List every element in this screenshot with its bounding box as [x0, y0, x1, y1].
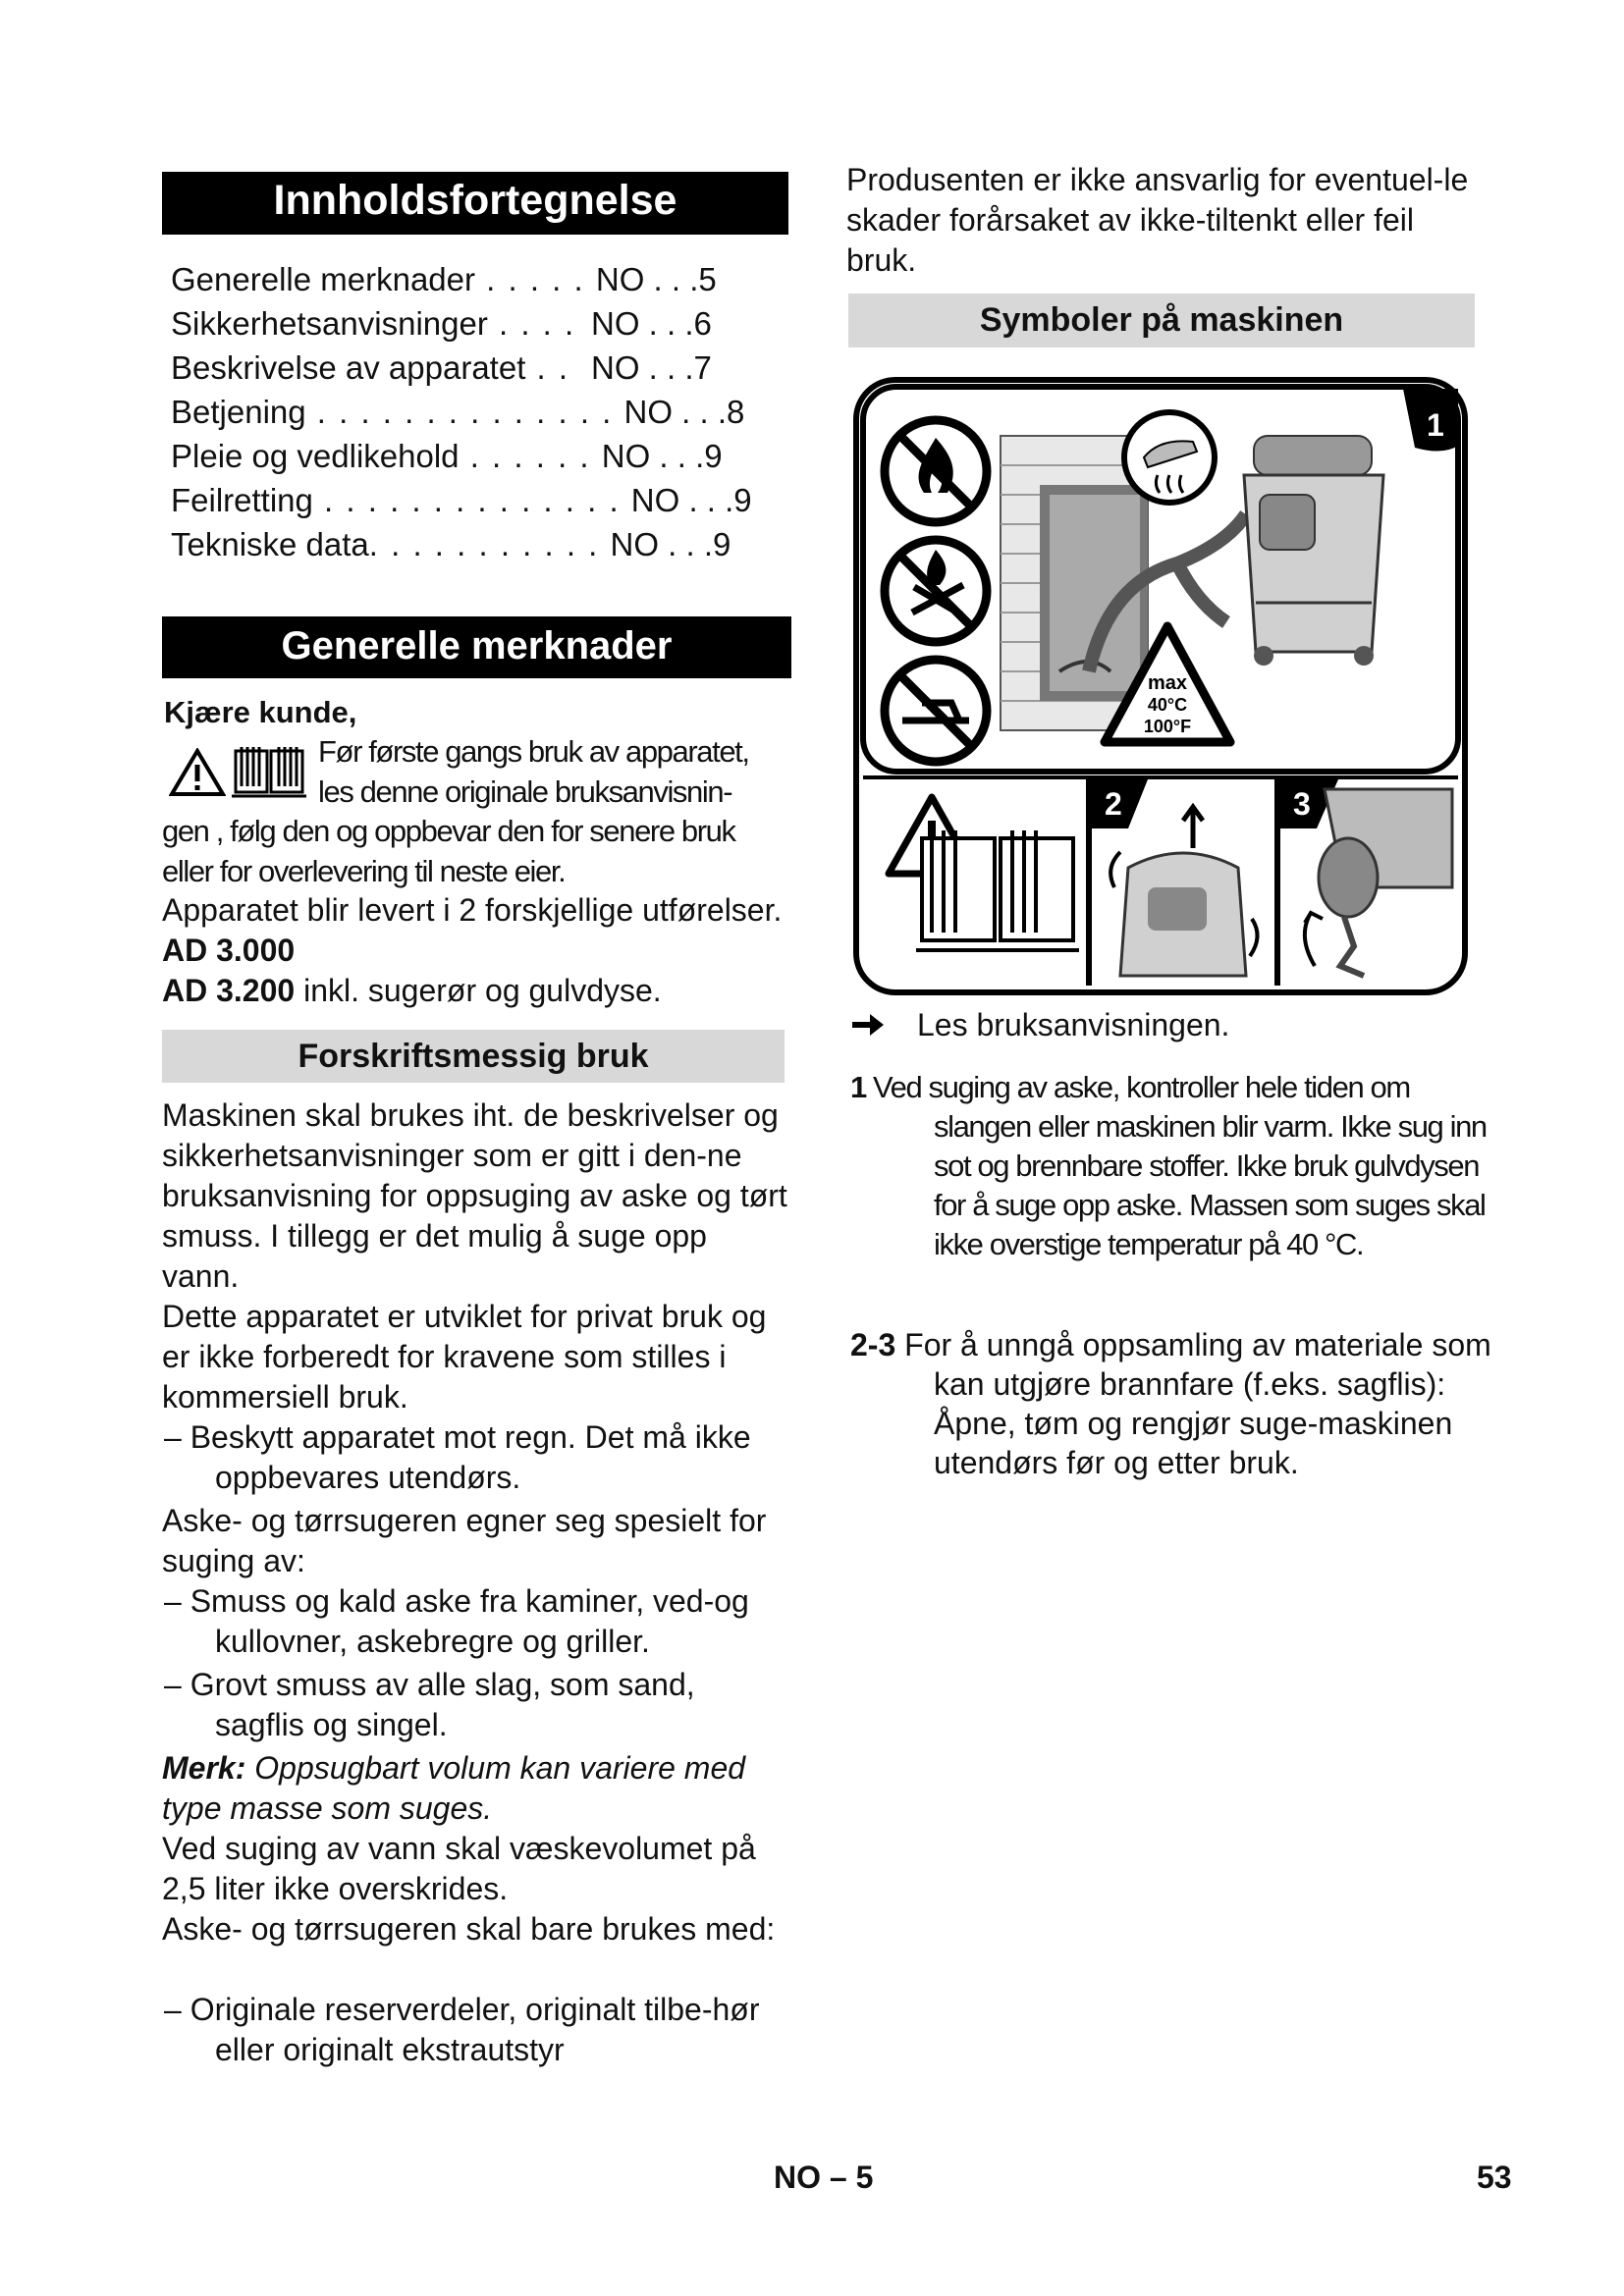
- model-ad3200: [162, 971, 662, 1011]
- proper-use-note: [162, 1748, 790, 1829]
- symbol-item-2-3: [850, 1325, 1503, 1482]
- panel-2-number: 2: [1105, 786, 1122, 822]
- symbol-item-1-number: 1: [850, 1070, 866, 1104]
- no-floor-nozzle-icon: [885, 660, 987, 762]
- toc-entry: [171, 390, 745, 434]
- proper-use-title: Forskriftsmessig bruk: [298, 1038, 649, 1075]
- intro-line1: Før første gangs bruk av apparatet,: [318, 734, 749, 769]
- toc-entry-leader: . . . . . . . . . . . . . .: [305, 394, 624, 430]
- model-ad3200-desc: inkl. sugerør og gulvdyse.: [295, 973, 662, 1008]
- toc-entry: [171, 522, 731, 566]
- toc-entry-page-ref: NO . . .6: [591, 305, 712, 342]
- proper-use-p5: Aske- og tørrsugeren skal bare brukes med:: [162, 1911, 776, 1947]
- proper-use-bullet2: – Smuss og kald aske fra kaminer, ved-og kullovner, askebregre og griller.: [164, 1583, 749, 1659]
- proper-use-bullet4: – Originale reserverdeler, originalt tilbe-hør eller originalt ekstrautstyr: [164, 1992, 760, 2067]
- toc-header: [162, 172, 788, 235]
- toc-entry-leader: . .: [525, 349, 581, 386]
- warning-triangle-icon: [169, 748, 226, 797]
- temp-celsius-label: 40°C: [1147, 695, 1188, 715]
- toc-entry-page-ref: NO . . .7: [591, 349, 712, 386]
- symbols-header: [848, 294, 1475, 347]
- toc-entry: [171, 478, 752, 522]
- toc-entry: [171, 434, 721, 478]
- toc-entry: [171, 257, 721, 301]
- footer-section-label: NO – 5: [774, 2160, 874, 2195]
- temp-max-label: max: [1147, 672, 1188, 694]
- temp-fahrenheit-label: 100°F: [1143, 717, 1192, 736]
- toc-entry-name: Feilretting: [171, 482, 313, 518]
- proper-use-header: [162, 1030, 785, 1083]
- toc-title: Innholdsfortegnelse: [273, 177, 677, 224]
- toc-entry-page-ref: NO . . .9: [610, 526, 731, 562]
- toc-entry-leader: . . . .: [487, 305, 587, 342]
- toc-entry-name: Pleie og vedlikehold: [171, 438, 460, 474]
- toc-entry-leader: . . . . . . . . . . .: [368, 526, 611, 562]
- toc-entry-leader: . . . . . .: [459, 438, 602, 474]
- toc-entry-name: Generelle merknader: [171, 261, 475, 297]
- toc-entry: [171, 301, 721, 346]
- toc-entry-page-ref: NO . . .8: [623, 394, 745, 430]
- table-of-contents: [171, 257, 752, 566]
- toc-entry-name: Sikkerhetsanvisninger: [171, 305, 488, 342]
- note-label: Merk:: [162, 1750, 246, 1786]
- right-arrow-icon: [850, 1011, 886, 1039]
- greeting: Kjære kunde,: [164, 695, 357, 729]
- no-flammable-icon: [885, 420, 987, 522]
- toc-entry-page-ref: NO . . .5: [595, 261, 717, 297]
- proper-use-p4: Ved suging av vann skal væskevolumet på 2,5 liter ikke overskrides.: [162, 1831, 756, 1906]
- proper-use-bullet3: – Grovt smuss av alle slag, som sand, sagflis og singel.: [164, 1667, 695, 1742]
- panel-3-number: 3: [1293, 786, 1311, 822]
- symbol-item-2-3-number: 2-3: [850, 1327, 896, 1362]
- model-ad3200-name: AD 3.200: [162, 973, 296, 1008]
- proper-use-bullet1: – Beskytt apparatet mot regn. Det må ikke oppbevares utendørs.: [164, 1419, 751, 1495]
- panel-1-number: 1: [1427, 407, 1444, 443]
- proper-use-p2: Dette apparatet er utviklet for privat bruk og er ikke forberedt for kravene som stilles i kommersiell bruk.: [162, 1299, 767, 1415]
- intro-rest: gen , følg den og oppbevar den for senere bruk eller for overlevering til neste eier.: [162, 814, 735, 888]
- toc-entry-name: Betjening: [171, 394, 306, 430]
- symbol-item-1-text: Ved suging av aske, kontroller hele tiden om slangen eller maskinen blir varm. Ikke sug inn sot og brennbare stoffer. Ikke bruk gulvdysen for å suge opp aske. Massen som suges skal ikke overstige temperatur på 40 °C.: [865, 1070, 1487, 1261]
- note-text: Oppsugbart volum kan variere med type masse som suges.: [162, 1750, 746, 1826]
- fireplace-illustration: [1001, 436, 1148, 730]
- toc-entry-leader: . . . . .: [475, 261, 596, 297]
- read-manual-text: Les bruksanvisningen.: [917, 1007, 1230, 1042]
- machine-symbols-figure: [853, 377, 1468, 995]
- symbols-title: Symboler på maskinen: [979, 301, 1344, 339]
- symbol-item-1: [850, 1068, 1493, 1264]
- footer-page-number: 53: [1477, 2160, 1512, 2195]
- toc-entry-name: Beskrivelse av apparatet: [171, 349, 526, 386]
- toc-entry-name: Tekniske data: [171, 526, 369, 562]
- vacuum-illustration: [1244, 436, 1383, 666]
- no-hot-ash-icon: [885, 540, 987, 642]
- open-book-icon: [232, 743, 306, 798]
- hot-hand-icon: [1124, 412, 1215, 503]
- versions-text: Apparatet blir levert i 2 forskjellige utførelser.: [162, 892, 783, 928]
- toc-entry-page-ref: NO . . .9: [601, 438, 723, 474]
- toc-entry: [171, 346, 721, 390]
- model-ad3000: AD 3.000: [162, 933, 296, 968]
- toc-entry-page-ref: NO . . .9: [630, 482, 752, 518]
- proper-use-p1: Maskinen skal brukes iht. de beskrivelser og sikkerhetsanvisninger som er gitt i den-ne bruksanvisning for oppsuging av aske og tørt smuss. I tillegg er det mulig å suge opp vann.: [162, 1097, 787, 1294]
- manufacturer-note: Produsenten er ikke ansvarlig for eventuel-le skader forårsaket av ikke-tiltenkt eller feil bruk.: [846, 162, 1469, 278]
- general-title: Generelle merknader: [281, 624, 673, 667]
- symbol-item-2-3-text: For å unngå oppsamling av materiale som kan utgjøre brannfare (f.eks. sagflis): Åpne, tøm og rengjør suge-maskinen utendørs før og etter bruk.: [895, 1327, 1491, 1480]
- proper-use-p3: Aske- og tørrsugeren egner seg spesielt for suging av:: [162, 1503, 767, 1578]
- general-header: [162, 616, 791, 678]
- toc-entry-leader: . . . . . . . . . . . . . .: [312, 482, 631, 518]
- intro-line2: les denne originale bruksanvisnin-: [318, 774, 732, 809]
